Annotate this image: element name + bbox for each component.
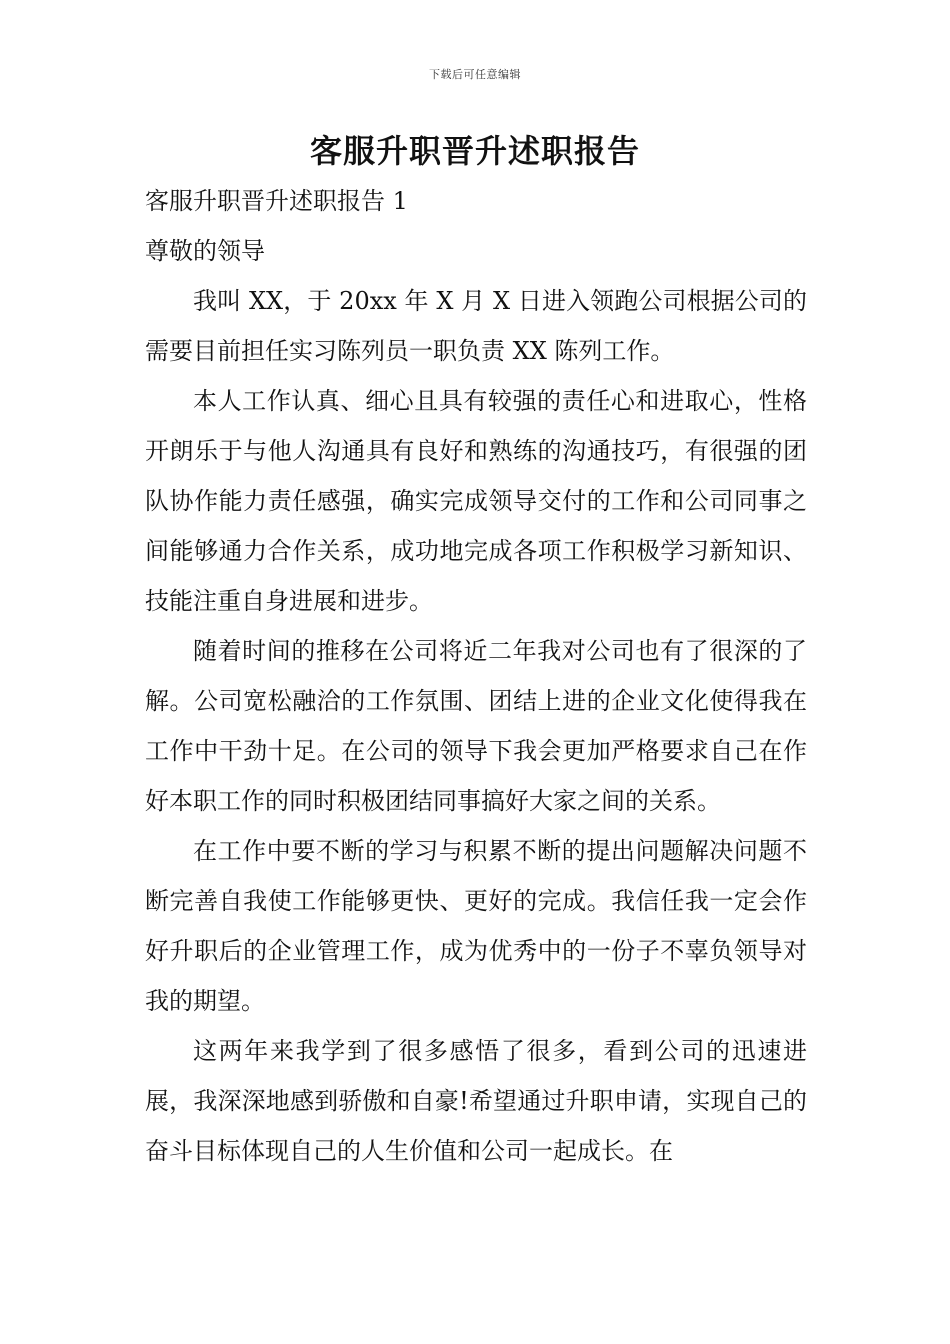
document-title: 客服升职晋升述职报告 (309, 132, 640, 170)
document-body (145, 176, 807, 1176)
paragraph-4: 在工作中要不断的学习与积累不断的提出问题解决问题不断完善自我使工作能够更快、更好的完成。我信任我一定会作好升职后的企业管理工作，成为优秀中的一份子不辜负领导对我的期望。 (145, 837, 807, 1015)
salutation: 尊敬的领导 (145, 237, 265, 265)
paragraph-5: 这两年来我学到了很多感悟了很多，看到公司的迅速进展，我深深地感到骄傲和自豪!希望通过升职申请，实现自己的奋斗目标体现自己的人生价值和公司一起成长。在 (145, 1037, 807, 1165)
paragraph-1: 我叫 XX，于 20xx 年 X 月 X 日进入领跑公司根据公司的需要目前担任实习陈列员一职负责 XX 陈列工作。 (145, 287, 807, 365)
section-heading: 客服升职晋升述职报告 1 (145, 187, 408, 215)
paragraph-2: 本人工作认真、细心且具有较强的责任心和进取心，性格开朗乐于与他人沟通具有良好和熟练的沟通技巧，有很强的团队协作能力责任感强，确实完成领导交付的工作和公司同事之间能够通力合作关系，成功地完成各项工作积极学习新知识、技能注重自身进展和进步。 (145, 387, 807, 615)
header-note: 下载后可任意编辑 (429, 68, 521, 81)
paragraph-3: 随着时间的推移在公司将近二年我对公司也有了很深的了解。公司宽松融洽的工作氛围、团结上进的企业文化使得我在工作中干劲十足。在公司的领导下我会更加严格要求自己在作好本职工作的同时积极团结同事搞好大家之间的关系。 (145, 637, 807, 815)
